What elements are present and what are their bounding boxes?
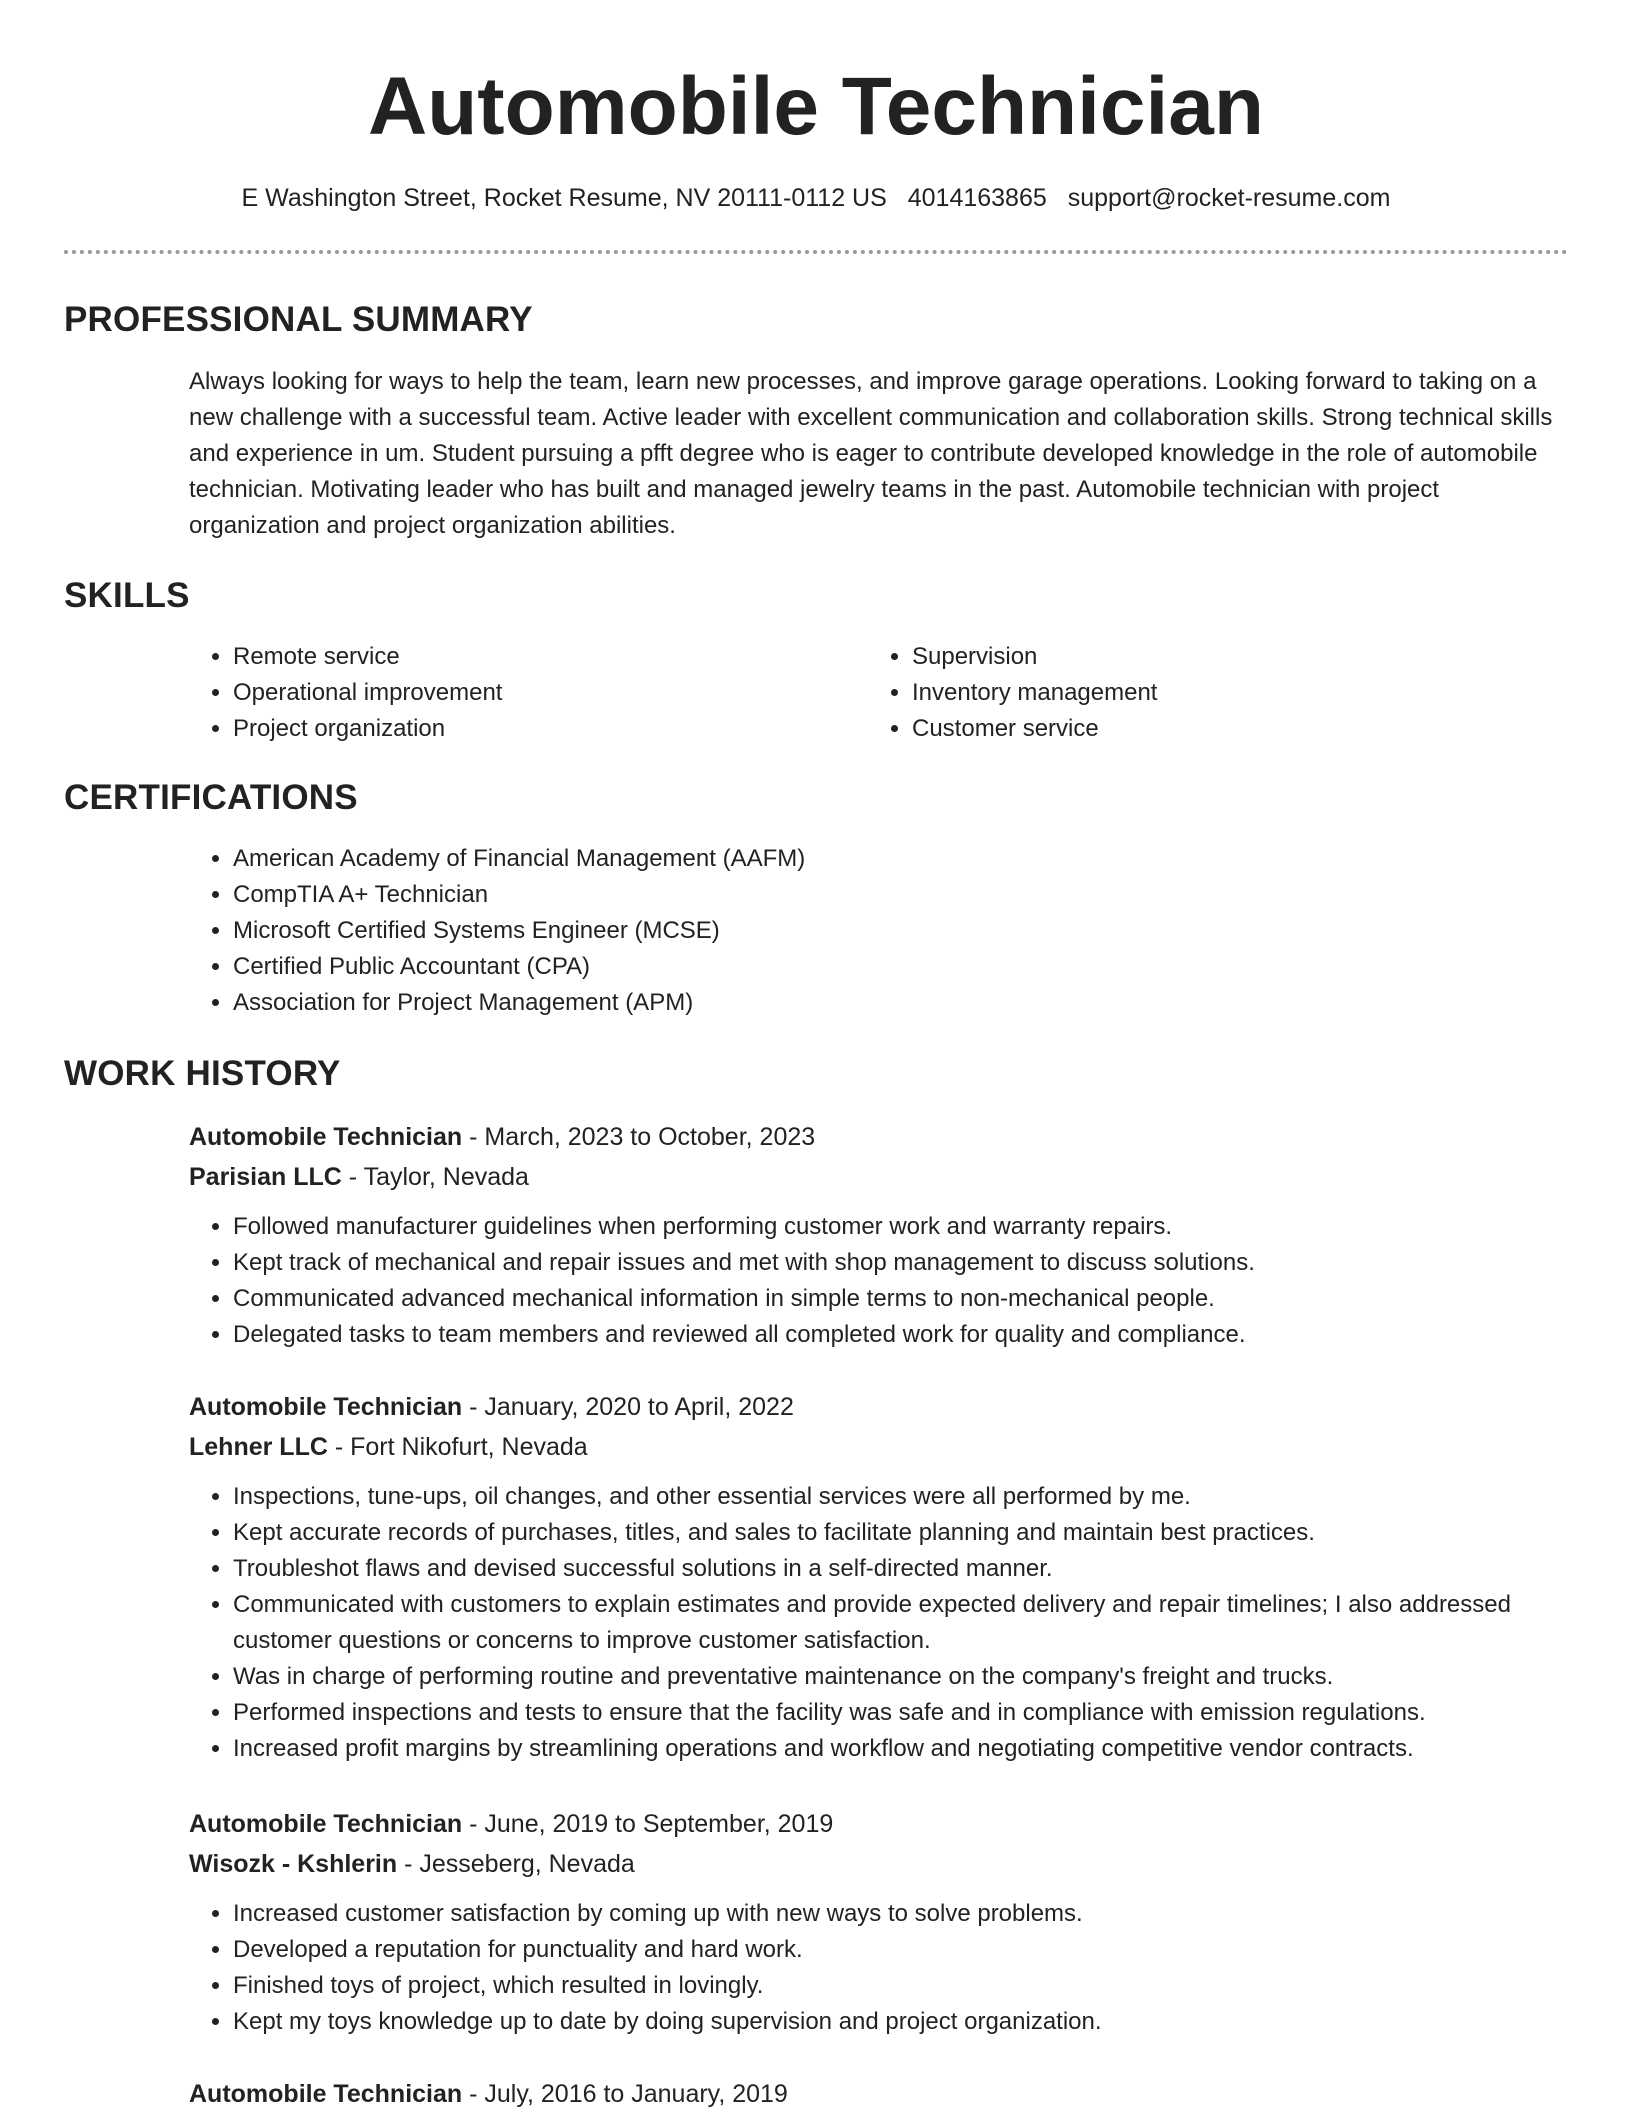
skill-item: • Supervision (912, 639, 1468, 675)
skill-item: • Remote service (233, 639, 789, 675)
job-bullet: • Followed manufacturer guidelines when performing customer work and warranty repairs. (233, 1209, 1569, 1245)
job-dates: - June, 2019 to September, 2019 (462, 1810, 834, 1838)
job-company-line (189, 1427, 1569, 1467)
job-title-line (189, 1387, 1569, 1427)
certification-item: • American Academy of Financial Management (AAFM) (233, 841, 1569, 877)
job-bullet: • Finished toys of project, which resulted in lovingly. (233, 1968, 1569, 2004)
job-title-line (189, 1117, 1569, 1157)
job-role: Automobile Technician (189, 2080, 463, 2108)
job-bullet: • Kept my toys knowledge up to date by doing supervision and project organization. (233, 2004, 1569, 2040)
job-bullet: • Communicated advanced mechanical information in simple terms to non-mechanical people. (233, 1281, 1569, 1317)
job-company: Lehner LLC (189, 1433, 328, 1461)
job-location: - Taylor, Nevada (341, 1163, 529, 1191)
work-history-heading: WORK HISTORY (64, 1054, 341, 1093)
job-bullets (189, 1209, 1569, 1353)
job-bullet: • Kept accurate records of purchases, titles, and sales to facilitate planning and maintain best practices. (233, 1515, 1569, 1551)
job-entry (189, 1117, 1569, 1353)
skills-column-right (868, 639, 1468, 747)
job-company-line (189, 1844, 1569, 1884)
skills-heading: SKILLS (64, 576, 190, 615)
job-bullet: • Inspections, tune-ups, oil changes, and other essential services were all performed by me. (233, 1479, 1569, 1515)
skill-item: • Operational improvement (233, 675, 789, 711)
job-company: Wisozk - Kshlerin (189, 1850, 398, 1878)
job-bullet: • Troubleshot flaws and devised successful solutions in a self-directed manner. (233, 1551, 1569, 1587)
job-bullet: • Was in charge of performing routine and preventative maintenance on the company's freight and trucks. (233, 1659, 1569, 1695)
contact-email: support@rocket-resume.com (1067, 184, 1391, 212)
job-location: - Fort Nikofurt, Nevada (327, 1433, 588, 1461)
job-entry (189, 1387, 1569, 1767)
job-bullet: • Performed inspections and tests to ensure that the facility was safe and in compliance with emission regulations. (233, 1695, 1569, 1731)
job-company-line (189, 1157, 1569, 1197)
job-bullet: • Increased customer satisfaction by coming up with new ways to solve problems. (233, 1896, 1569, 1932)
job-bullet: • Delegated tasks to team members and reviewed all completed work for quality and compliance. (233, 1317, 1569, 1353)
certification-item: • CompTIA A+ Technician (233, 877, 1569, 913)
job-role: Automobile Technician (189, 1123, 463, 1151)
header-divider (64, 250, 1568, 254)
contact-phone: 4014163865 (907, 184, 1047, 212)
job-location: - Jesseberg, Nevada (397, 1850, 635, 1878)
skill-item: • Project organization (233, 711, 789, 747)
job-role: Automobile Technician (189, 1810, 463, 1838)
certifications-heading: CERTIFICATIONS (64, 778, 358, 817)
job-dates: - March, 2023 to October, 2023 (462, 1123, 816, 1151)
job-title-line (189, 2074, 1569, 2114)
candidate-name: Automobile Technician (368, 61, 1264, 152)
job-dates: - January, 2020 to April, 2022 (462, 1393, 794, 1421)
certification-item: • Association for Project Management (APM) (233, 985, 1569, 1021)
contact-line (0, 178, 1632, 218)
job-bullets (189, 1479, 1569, 1767)
certification-item: • Microsoft Certified Systems Engineer (MCSE) (233, 913, 1569, 949)
summary-section (189, 364, 1569, 544)
job-bullets (189, 1896, 1569, 2040)
job-entry (189, 1804, 1569, 2040)
certification-item: • Certified Public Accountant (CPA) (233, 949, 1569, 985)
job-title-line (189, 1804, 1569, 1844)
job-bullet: • Kept track of mechanical and repair issues and met with shop management to discuss solutions. (233, 1245, 1569, 1281)
job-dates: - July, 2016 to January, 2019 (462, 2080, 788, 2108)
skill-item: • Inventory management (912, 675, 1468, 711)
job-entry (189, 2074, 1569, 2114)
job-bullet: • Communicated with customers to explain estimates and provide expected delivery and repair timelines; I also addressed customer questions or concerns to improve customer satisfaction. (233, 1587, 1569, 1659)
certifications-section (189, 841, 1569, 1021)
skill-item: • Customer service (912, 711, 1468, 747)
job-bullet: • Developed a reputation for punctuality and hard work. (233, 1932, 1569, 1968)
job-company: Parisian LLC (189, 1163, 342, 1191)
contact-address: E Washington Street, Rocket Resume, NV 20111-0112 US (241, 184, 887, 212)
summary-heading: PROFESSIONAL SUMMARY (64, 300, 533, 339)
summary-text: Always looking for ways to help the team, learn new processes, and improve garage operations. Looking forward to taking on a new challenge with a successful team. Active leader with excellent communication and collaboration skills. Strong technical skills and experience in um. Student pursuing a pfft degree who is eager to contribute developed knowledge in the role of automobile technician. Motivating leader who has built and managed jewelry teams in the past. Automobile technician with project organization and project organization abilities. (189, 368, 1553, 539)
skills-column-left (189, 639, 789, 747)
job-bullet: • Increased profit margins by streamlining operations and workflow and negotiating competitive vendor contracts. (233, 1731, 1569, 1767)
job-role: Automobile Technician (189, 1393, 463, 1421)
